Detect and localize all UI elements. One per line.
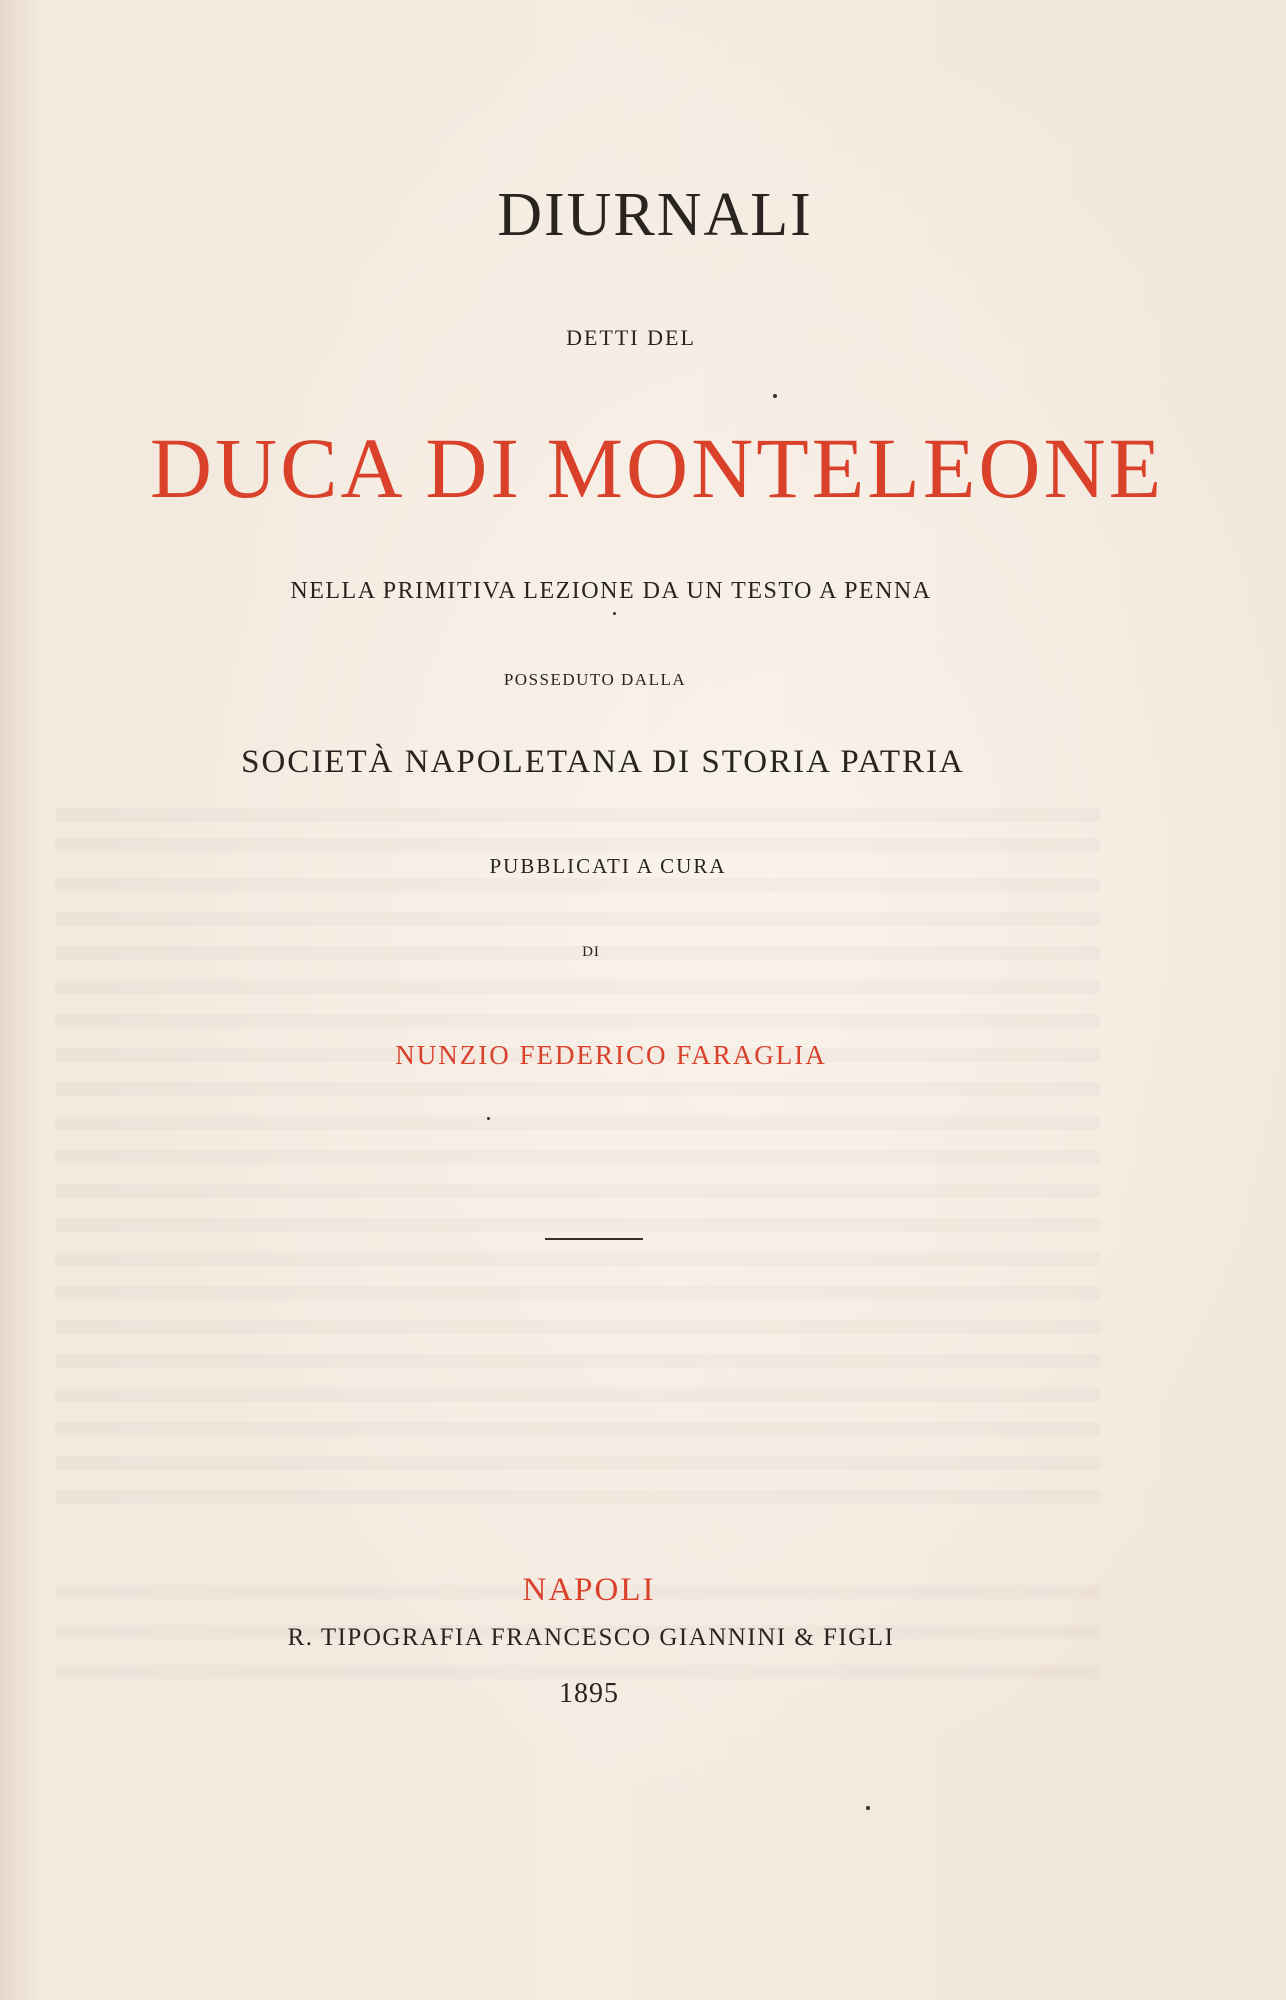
show-through-line	[55, 838, 1100, 852]
title-connector: DETTI DEL	[566, 325, 696, 350]
show-through-line	[55, 878, 1100, 892]
book-subject-name: DUCA DI MONTELEONE	[149, 420, 1165, 516]
divider-rule	[545, 1238, 643, 1240]
show-through-line	[55, 1286, 1100, 1300]
show-through-line	[55, 808, 1100, 822]
show-through-line	[55, 1354, 1100, 1368]
show-through-line	[55, 1665, 1100, 1679]
editor-name: NUNZIO FEDERICO FARAGLIA	[395, 1040, 827, 1070]
paper-speck	[773, 394, 777, 398]
imprint-city: NAPOLI	[522, 1572, 656, 1608]
show-through-line	[55, 1490, 1100, 1504]
paper-speck	[866, 1806, 870, 1810]
book-title: DIURNALI	[497, 181, 813, 249]
show-through-line	[55, 980, 1100, 994]
show-through-line	[55, 1320, 1100, 1334]
paper-speck	[613, 612, 616, 615]
published-intro: PUBBLICATI A CURA	[489, 854, 727, 878]
show-through-line	[55, 1388, 1100, 1402]
show-through-line	[55, 1150, 1100, 1164]
show-through-line	[55, 1014, 1100, 1028]
show-through-line	[55, 1218, 1100, 1232]
owned-by-intro: POSSEDUTO DALLA	[503, 670, 687, 689]
show-through-line	[55, 1422, 1100, 1436]
show-through-line	[55, 1082, 1100, 1096]
show-through-line	[55, 1252, 1100, 1266]
imprint-year: 1895	[559, 1678, 619, 1709]
paper-speck	[487, 1117, 490, 1120]
by-label: DI	[582, 944, 600, 960]
show-through-line	[55, 1456, 1100, 1470]
show-through-line	[55, 1116, 1100, 1130]
imprint-publisher: R. TIPOGRAFIA FRANCESCO GIANNINI & FIGLI	[287, 1624, 895, 1651]
book-description: NELLA PRIMITIVA LEZIONE DA UN TESTO A PENNA	[290, 578, 932, 604]
society-name: SOCIETÀ NAPOLETANA DI STORIA PATRIA	[241, 744, 965, 780]
show-through-line	[55, 1184, 1100, 1198]
show-through-line	[55, 912, 1100, 926]
